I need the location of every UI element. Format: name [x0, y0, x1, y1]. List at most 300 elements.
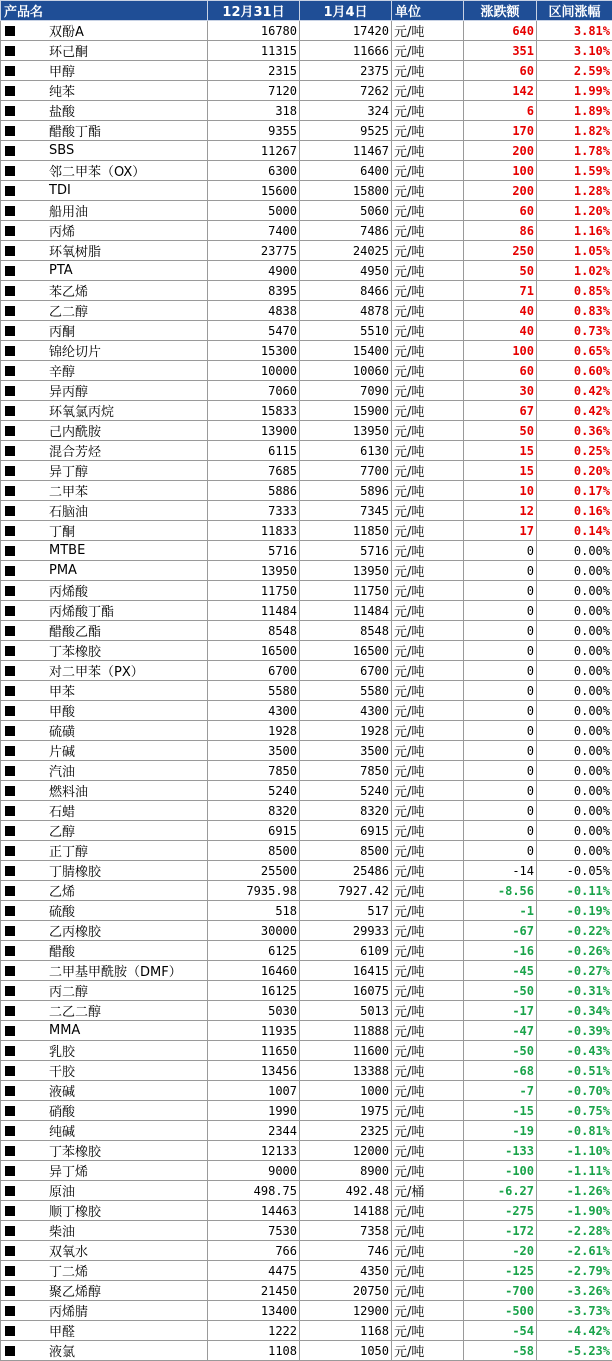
change-percent: -0.75%	[537, 1101, 612, 1121]
price-jan4: 25486	[300, 861, 392, 881]
price-dec31: 30000	[208, 921, 300, 941]
product-name: 己内酰胺	[49, 425, 101, 440]
product-name: 柴油	[49, 1225, 75, 1240]
unit-cell: 元/吨	[392, 381, 464, 401]
product-name: 对二甲苯（PX）	[49, 665, 144, 680]
unit-cell: 元/吨	[392, 81, 464, 101]
unit-cell: 元/桶	[392, 1181, 464, 1201]
unit-cell: 元/吨	[392, 1221, 464, 1241]
price-jan4: 16415	[300, 961, 392, 981]
product-name: 硫磺	[49, 725, 75, 740]
bullet-square-icon	[5, 546, 15, 556]
product-name: 乙二醇	[49, 305, 88, 320]
product-name-cell	[1, 881, 208, 901]
change-percent: -2.28%	[537, 1221, 612, 1241]
price-jan4: 10060	[300, 361, 392, 381]
bullet-square-icon	[5, 646, 15, 656]
table-row	[1, 381, 612, 401]
product-name-cell	[1, 981, 208, 1001]
price-jan4: 6400	[300, 161, 392, 181]
price-jan4: 24025	[300, 241, 392, 261]
product-name-cell	[1, 621, 208, 641]
table-row	[1, 21, 612, 41]
unit-cell: 元/吨	[392, 1141, 464, 1161]
unit-cell: 元/吨	[392, 1021, 464, 1041]
product-name-cell	[1, 221, 208, 241]
change-amount: 0	[464, 581, 537, 601]
price-dec31: 7060	[208, 381, 300, 401]
change-percent: -1.26%	[537, 1181, 612, 1201]
product-name-cell	[1, 561, 208, 581]
bullet-square-icon	[5, 1346, 15, 1356]
table-row	[1, 261, 612, 281]
change-percent: -0.05%	[537, 861, 612, 881]
product-name: 甲苯	[49, 685, 75, 700]
product-name: 环己酮	[49, 45, 88, 60]
change-percent: 0.00%	[537, 641, 612, 661]
change-amount: 86	[464, 221, 537, 241]
price-jan4: 6109	[300, 941, 392, 961]
product-name: 丙烯酸	[49, 585, 88, 600]
product-name-cell	[1, 181, 208, 201]
price-jan4: 11850	[300, 521, 392, 541]
unit-cell: 元/吨	[392, 1041, 464, 1061]
product-name: 盐酸	[49, 105, 75, 120]
unit-cell: 元/吨	[392, 941, 464, 961]
unit-cell: 元/吨	[392, 921, 464, 941]
product-name: SBS	[49, 143, 74, 158]
change-amount: -50	[464, 1041, 537, 1061]
unit-cell: 元/吨	[392, 721, 464, 741]
price-dec31: 16125	[208, 981, 300, 1001]
price-jan4: 16075	[300, 981, 392, 1001]
price-jan4: 13950	[300, 421, 392, 441]
change-percent: 0.00%	[537, 781, 612, 801]
bullet-square-icon	[5, 1246, 15, 1256]
unit-cell: 元/吨	[392, 1001, 464, 1021]
change-amount: 0	[464, 781, 537, 801]
change-amount: 12	[464, 501, 537, 521]
table-row	[1, 361, 612, 381]
unit-cell: 元/吨	[392, 461, 464, 481]
header-date1: 12月31日	[208, 1, 300, 21]
product-name: 异丙醇	[49, 385, 88, 400]
product-name: 双氧水	[49, 1245, 88, 1260]
table-row	[1, 621, 612, 641]
product-name: 双酚A	[49, 25, 84, 40]
price-jan4: 517	[300, 901, 392, 921]
product-name: 聚乙烯醇	[49, 1285, 101, 1300]
change-amount: 50	[464, 421, 537, 441]
price-dec31: 23775	[208, 241, 300, 261]
price-jan4: 5240	[300, 781, 392, 801]
product-name-cell	[1, 101, 208, 121]
product-name: 石脑油	[49, 505, 88, 520]
change-percent: -0.22%	[537, 921, 612, 941]
change-amount: 0	[464, 761, 537, 781]
table-row	[1, 901, 612, 921]
price-jan4: 7927.42	[300, 881, 392, 901]
price-jan4: 324	[300, 101, 392, 121]
change-percent: -0.11%	[537, 881, 612, 901]
price-dec31: 2315	[208, 61, 300, 81]
change-amount: 40	[464, 301, 537, 321]
price-jan4: 1000	[300, 1081, 392, 1101]
change-percent: 1.05%	[537, 241, 612, 261]
table-row	[1, 941, 612, 961]
price-dec31: 1108	[208, 1341, 300, 1361]
unit-cell: 元/吨	[392, 781, 464, 801]
bullet-square-icon	[5, 306, 15, 316]
change-percent: 0.00%	[537, 801, 612, 821]
product-name: PTA	[49, 263, 73, 278]
bullet-square-icon	[5, 666, 15, 676]
product-name-cell	[1, 1121, 208, 1141]
bullet-square-icon	[5, 1066, 15, 1076]
product-name: 丁二烯	[49, 1265, 88, 1280]
bullet-square-icon	[5, 126, 15, 136]
product-name-cell	[1, 1181, 208, 1201]
table-row	[1, 921, 612, 941]
change-percent: 0.73%	[537, 321, 612, 341]
price-dec31: 1990	[208, 1101, 300, 1121]
table-row	[1, 1281, 612, 1301]
change-percent: 1.78%	[537, 141, 612, 161]
change-amount: -100	[464, 1161, 537, 1181]
change-amount: 40	[464, 321, 537, 341]
unit-cell: 元/吨	[392, 441, 464, 461]
price-dec31: 7333	[208, 501, 300, 521]
product-name: 环氧氯丙烷	[49, 405, 114, 420]
product-name-cell	[1, 281, 208, 301]
change-percent: 1.16%	[537, 221, 612, 241]
bullet-square-icon	[5, 1106, 15, 1116]
table-row	[1, 721, 612, 741]
unit-cell: 元/吨	[392, 321, 464, 341]
change-amount: -16	[464, 941, 537, 961]
price-dec31: 6700	[208, 661, 300, 681]
bullet-square-icon	[5, 1266, 15, 1276]
table-row	[1, 541, 612, 561]
change-amount: -275	[464, 1201, 537, 1221]
unit-cell: 元/吨	[392, 701, 464, 721]
price-dec31: 11833	[208, 521, 300, 541]
table-row	[1, 121, 612, 141]
price-jan4: 5580	[300, 681, 392, 701]
bullet-square-icon	[5, 1186, 15, 1196]
unit-cell: 元/吨	[392, 241, 464, 261]
table-row	[1, 561, 612, 581]
product-name-cell	[1, 1101, 208, 1121]
product-name: 混合芳烃	[49, 445, 101, 460]
bullet-square-icon	[5, 46, 15, 56]
product-name-cell	[1, 61, 208, 81]
change-percent: 0.20%	[537, 461, 612, 481]
unit-cell: 元/吨	[392, 661, 464, 681]
change-amount: 0	[464, 821, 537, 841]
product-name-cell	[1, 901, 208, 921]
change-percent: 0.00%	[537, 681, 612, 701]
change-amount: 15	[464, 461, 537, 481]
bullet-square-icon	[5, 246, 15, 256]
price-jan4: 1168	[300, 1321, 392, 1341]
price-dec31: 11315	[208, 41, 300, 61]
unit-cell: 元/吨	[392, 741, 464, 761]
change-percent: 0.00%	[537, 721, 612, 741]
table-row	[1, 501, 612, 521]
unit-cell: 元/吨	[392, 221, 464, 241]
price-jan4: 746	[300, 1241, 392, 1261]
table-body	[1, 21, 612, 1361]
change-percent: 0.65%	[537, 341, 612, 361]
change-amount: -15	[464, 1101, 537, 1121]
change-amount: 100	[464, 161, 537, 181]
unit-cell: 元/吨	[392, 261, 464, 281]
price-dec31: 5000	[208, 201, 300, 221]
product-name-cell	[1, 21, 208, 41]
unit-cell: 元/吨	[392, 1281, 464, 1301]
product-name: 汽油	[49, 765, 75, 780]
price-dec31: 7530	[208, 1221, 300, 1241]
price-dec31: 6300	[208, 161, 300, 181]
product-name-cell	[1, 1041, 208, 1061]
price-jan4: 9525	[300, 121, 392, 141]
unit-cell: 元/吨	[392, 181, 464, 201]
price-jan4: 7345	[300, 501, 392, 521]
product-name: 片碱	[49, 745, 75, 760]
change-percent: 1.02%	[537, 261, 612, 281]
header-change: 涨跌额	[464, 1, 537, 21]
price-dec31: 5240	[208, 781, 300, 801]
change-percent: -3.26%	[537, 1281, 612, 1301]
price-dec31: 6125	[208, 941, 300, 961]
change-percent: 1.59%	[537, 161, 612, 181]
table-row	[1, 781, 612, 801]
price-dec31: 16500	[208, 641, 300, 661]
price-jan4: 5013	[300, 1001, 392, 1021]
price-jan4: 5716	[300, 541, 392, 561]
bullet-square-icon	[5, 66, 15, 76]
product-name-cell	[1, 1021, 208, 1041]
change-percent: -0.51%	[537, 1061, 612, 1081]
unit-cell: 元/吨	[392, 641, 464, 661]
change-amount: 17	[464, 521, 537, 541]
price-jan4: 11467	[300, 141, 392, 161]
unit-cell: 元/吨	[392, 141, 464, 161]
change-amount: -67	[464, 921, 537, 941]
price-dec31: 4475	[208, 1261, 300, 1281]
price-dec31: 6915	[208, 821, 300, 841]
change-amount: 6	[464, 101, 537, 121]
price-dec31: 4900	[208, 261, 300, 281]
product-name: 液碱	[49, 1085, 75, 1100]
product-name-cell	[1, 861, 208, 881]
change-amount: 0	[464, 741, 537, 761]
unit-cell: 元/吨	[392, 41, 464, 61]
price-dec31: 15600	[208, 181, 300, 201]
price-dec31: 16780	[208, 21, 300, 41]
table-row	[1, 341, 612, 361]
change-amount: -6.27	[464, 1181, 537, 1201]
change-percent: -4.42%	[537, 1321, 612, 1341]
table-row	[1, 41, 612, 61]
product-name: 丙烯	[49, 225, 75, 240]
product-name-cell	[1, 1301, 208, 1321]
price-jan4: 7850	[300, 761, 392, 781]
price-dec31: 8320	[208, 801, 300, 821]
table-header-row	[1, 1, 612, 21]
price-dec31: 13456	[208, 1061, 300, 1081]
unit-cell: 元/吨	[392, 581, 464, 601]
bullet-square-icon	[5, 906, 15, 916]
product-name: 醋酸丁酯	[49, 125, 101, 140]
price-jan4: 6700	[300, 661, 392, 681]
price-dec31: 11750	[208, 581, 300, 601]
price-dec31: 5716	[208, 541, 300, 561]
unit-cell: 元/吨	[392, 301, 464, 321]
product-name: 二甲苯	[49, 485, 88, 500]
change-amount: -58	[464, 1341, 537, 1361]
unit-cell: 元/吨	[392, 401, 464, 421]
price-dec31: 9355	[208, 121, 300, 141]
product-name-cell	[1, 121, 208, 141]
product-name: MTBE	[49, 543, 85, 558]
bullet-square-icon	[5, 166, 15, 176]
change-percent: 0.00%	[537, 741, 612, 761]
bullet-square-icon	[5, 286, 15, 296]
change-amount: -68	[464, 1061, 537, 1081]
bullet-square-icon	[5, 766, 15, 776]
price-jan4: 7090	[300, 381, 392, 401]
change-percent: -1.10%	[537, 1141, 612, 1161]
unit-cell: 元/吨	[392, 561, 464, 581]
price-dec31: 25500	[208, 861, 300, 881]
table-row	[1, 581, 612, 601]
unit-cell: 元/吨	[392, 841, 464, 861]
change-percent: 0.00%	[537, 761, 612, 781]
price-jan4: 8548	[300, 621, 392, 641]
change-amount: -125	[464, 1261, 537, 1281]
header-unit: 单位	[392, 1, 464, 21]
bullet-square-icon	[5, 1046, 15, 1056]
unit-cell: 元/吨	[392, 1301, 464, 1321]
price-jan4: 20750	[300, 1281, 392, 1301]
table-row	[1, 201, 612, 221]
price-jan4: 12000	[300, 1141, 392, 1161]
price-jan4: 11484	[300, 601, 392, 621]
table-row	[1, 981, 612, 1001]
table-row	[1, 221, 612, 241]
bullet-square-icon	[5, 146, 15, 156]
change-percent: -1.11%	[537, 1161, 612, 1181]
header-date2: 1月4日	[300, 1, 392, 21]
bullet-square-icon	[5, 946, 15, 956]
price-dec31: 7120	[208, 81, 300, 101]
bullet-square-icon	[5, 206, 15, 216]
price-dec31: 8500	[208, 841, 300, 861]
price-dec31: 13900	[208, 421, 300, 441]
product-name: 邻二甲苯（OX）	[49, 165, 145, 180]
product-name-cell	[1, 1161, 208, 1181]
product-name-cell	[1, 521, 208, 541]
product-name-cell	[1, 1241, 208, 1261]
unit-cell: 元/吨	[392, 61, 464, 81]
price-jan4: 7358	[300, 1221, 392, 1241]
product-name-cell	[1, 1141, 208, 1161]
change-amount: -20	[464, 1241, 537, 1261]
price-jan4: 11600	[300, 1041, 392, 1061]
bullet-square-icon	[5, 366, 15, 376]
change-amount: -7	[464, 1081, 537, 1101]
bullet-square-icon	[5, 686, 15, 696]
product-name: 正丁醇	[49, 845, 88, 860]
product-name-cell	[1, 941, 208, 961]
change-percent: 0.00%	[537, 841, 612, 861]
price-dec31: 5886	[208, 481, 300, 501]
price-jan4: 11666	[300, 41, 392, 61]
price-dec31: 2344	[208, 1121, 300, 1141]
product-name-cell	[1, 541, 208, 561]
change-amount: -54	[464, 1321, 537, 1341]
price-jan4: 13950	[300, 561, 392, 581]
price-jan4: 13388	[300, 1061, 392, 1081]
bullet-square-icon	[5, 1086, 15, 1096]
unit-cell: 元/吨	[392, 361, 464, 381]
product-name: 辛醇	[49, 365, 75, 380]
price-dec31: 1928	[208, 721, 300, 741]
product-name: 甲醇	[49, 65, 75, 80]
product-name: 丙二醇	[49, 985, 88, 1000]
unit-cell: 元/吨	[392, 1101, 464, 1121]
table-row	[1, 1041, 612, 1061]
table-row	[1, 661, 612, 681]
change-amount: 351	[464, 41, 537, 61]
unit-cell: 元/吨	[392, 1121, 464, 1141]
change-percent: -0.34%	[537, 1001, 612, 1021]
product-name-cell	[1, 721, 208, 741]
change-amount: 142	[464, 81, 537, 101]
price-jan4: 11888	[300, 1021, 392, 1041]
product-name: 乳胶	[49, 1045, 75, 1060]
change-percent: 0.00%	[537, 561, 612, 581]
change-amount: 0	[464, 661, 537, 681]
price-dec31: 15300	[208, 341, 300, 361]
bullet-square-icon	[5, 746, 15, 756]
price-jan4: 11750	[300, 581, 392, 601]
price-jan4: 2375	[300, 61, 392, 81]
bullet-square-icon	[5, 706, 15, 716]
product-name-cell	[1, 1281, 208, 1301]
price-dec31: 21450	[208, 1281, 300, 1301]
bullet-square-icon	[5, 726, 15, 736]
price-jan4: 4950	[300, 261, 392, 281]
price-dec31: 6115	[208, 441, 300, 461]
price-dec31: 9000	[208, 1161, 300, 1181]
product-name: 硝酸	[49, 1105, 75, 1120]
change-percent: -0.19%	[537, 901, 612, 921]
product-name-cell	[1, 341, 208, 361]
change-amount: 50	[464, 261, 537, 281]
table-row	[1, 521, 612, 541]
product-name: 硫酸	[49, 905, 75, 920]
product-name-cell	[1, 1221, 208, 1241]
change-amount: 0	[464, 641, 537, 661]
table-row	[1, 461, 612, 481]
product-name: 丙烯腈	[49, 1305, 88, 1320]
price-jan4: 8500	[300, 841, 392, 861]
bullet-square-icon	[5, 486, 15, 496]
product-name: 异丁烯	[49, 1165, 88, 1180]
